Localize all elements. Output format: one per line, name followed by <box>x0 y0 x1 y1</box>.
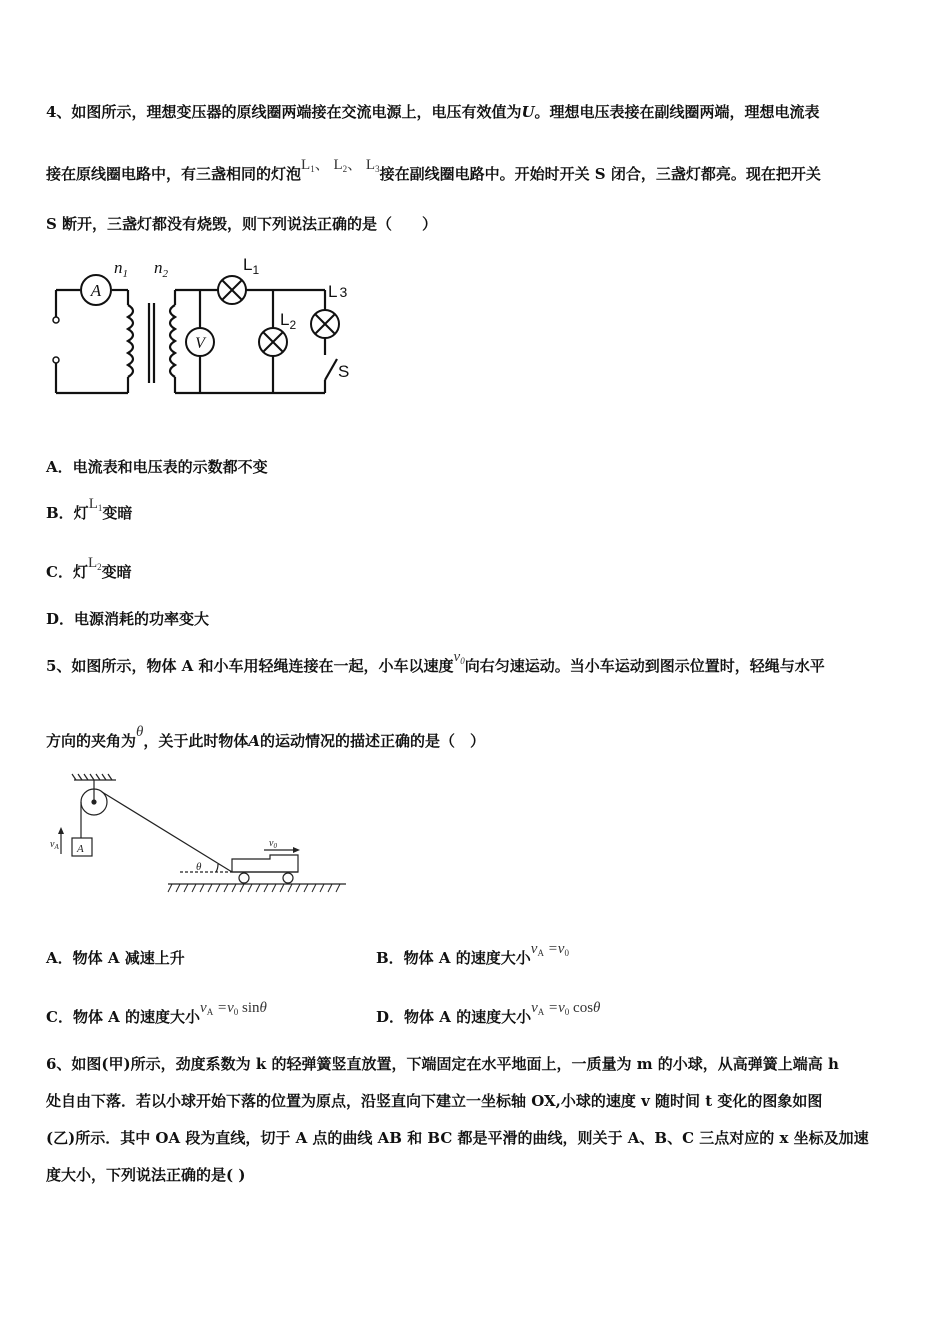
q4-option-c[interactable]: C．灯$L_2$变暗 <box>46 555 132 581</box>
pulley-cart-diagram <box>44 772 364 904</box>
q4-stem-line3: S 断开，三盏灯都没有烧毁，则下列说法正确的是（ ） <box>46 215 438 233</box>
q6-stem-line4: 度大小，下列说法正确的是( ) <box>46 1166 246 1184</box>
svg-text:V: V <box>195 335 205 352</box>
svg-text:A: A <box>77 843 84 855</box>
q5-stem-line1: 5、如图所示，物体 A 和小车用轻绳连接在一起，小车以速度$v_0$向右匀速运动。当小车运动到图示位置时，轻绳与水平 <box>46 649 825 675</box>
svg-text:n2: $n_2$ <box>154 258 168 280</box>
svg-text:L3: L 3 <box>328 282 348 301</box>
q4-option-d[interactable]: D．电源消耗的功率变大 <box>46 610 210 628</box>
lamp-l2-symbol <box>259 328 287 356</box>
q5-option-a[interactable]: A．物体 A 减速上升 <box>46 949 185 967</box>
q5-option-c[interactable]: C．物体 A 的速度大小$v_A =v_0$ sinθ <box>46 1000 267 1026</box>
q5-option-b[interactable]: B．物体 A 的速度大小$v_A =v_0$ <box>376 941 569 967</box>
q6-stem-line3: (乙)所示．其中 OA 段为直线，切于 A 点的曲线 AB 和 BC 都是平滑的曲线，则关于 A、B、C 三点对应的 x 坐标及加速 <box>46 1129 869 1147</box>
svg-text:θ: θ <box>196 861 202 873</box>
q4-stem-line1: 4、如图所示，理想变压器的原线圈两端接在交流电源上，电压有效值为U。理想电压表接在副线圈两端，理想电流表 <box>46 103 820 121</box>
svg-text:L2: $L_2$ <box>280 310 297 332</box>
q5-stem-line2: 方向的夹角为θ，关于此时物体A的运动情况的描述正确的是（ ） <box>46 724 486 750</box>
lamp-symbols: $L_1$、 $L_2$、 $L_3$ <box>301 157 380 174</box>
svg-text:vA: $v_A$ <box>50 839 59 851</box>
q6-stem-line2: 处自由下落．若以小球开始下落的位置为原点，沿竖直向下建立一坐标轴 OX,小球的速度 v 随时间 t 变化的图象如图 <box>46 1092 823 1110</box>
transformer-circuit-diagram <box>40 255 370 405</box>
lamp-l1-symbol <box>218 276 246 304</box>
q4-option-a[interactable]: A．电流表和电压表的示数都不变 <box>46 458 268 476</box>
svg-text:v0: $v_0$ <box>269 838 277 850</box>
svg-text:A: A <box>90 281 102 300</box>
svg-text:S: S <box>338 362 350 381</box>
q6-stem-line1: 6、如图(甲)所示，劲度系数为 k 的轻弹簧竖直放置，下端固定在水平地面上，一质量为 m 的小球，从高弹簧上端高 h <box>46 1055 839 1073</box>
svg-text:n1: $n_1$ <box>114 258 128 280</box>
svg-text:L1: $L_1$ <box>243 255 260 277</box>
q4-option-b[interactable]: B．灯$L_1$变暗 <box>46 496 133 522</box>
q4-stem-line2: 接在原线圈电路中，有三盏相同的灯泡$L_1$、 $L_2$、 $L_3$接在副线圈电路中。开始时开关 S 闭合，三盏灯都亮。现在把开关 <box>46 157 821 183</box>
q5-option-d[interactable]: D．物体 A 的速度大小$v_A =v_0$ cosθ <box>376 1000 601 1026</box>
lamp-l3-symbol <box>311 310 339 338</box>
